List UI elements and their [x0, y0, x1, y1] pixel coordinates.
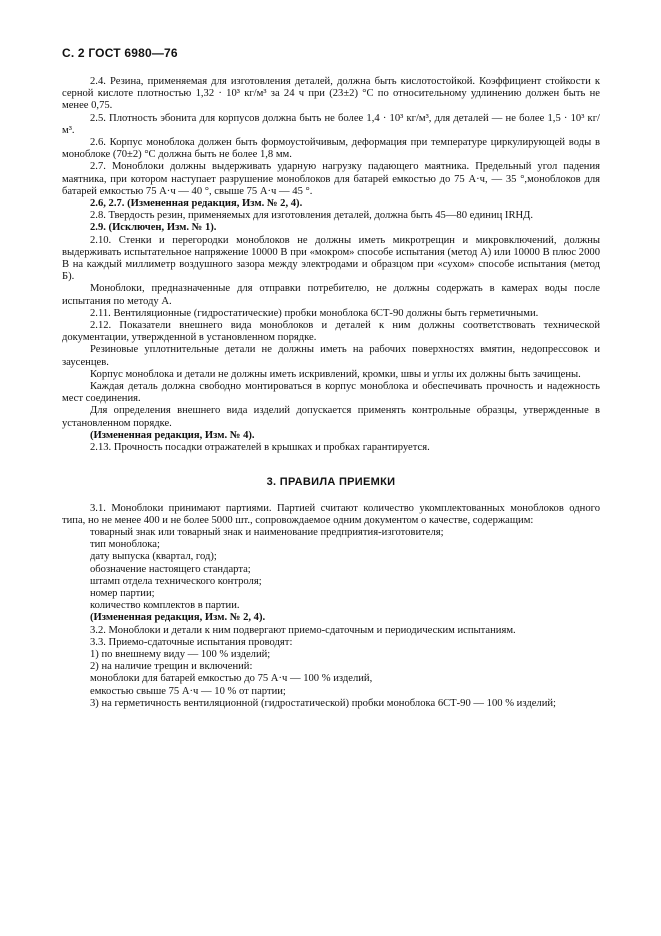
amendment-note: 2.6, 2.7. (Измененная редакция, Изм. № 2, 4). — [90, 198, 303, 210]
clause-2-5: 2.5. Плотность эбонита для корпусов должна быть не более 1,4 · 10³ кг/м³, для деталей — не более 1,5 · 10³ кг/м³. — [62, 112, 600, 136]
list-item: моноблоки для батарей емкостью до 75 А·ч — 100 % изделий, — [90, 673, 373, 685]
clause-2-12-mount: Каждая деталь должна свободно монтироваться в корпус моноблока и обеспечивать прочность и надежность мест соединения. — [62, 381, 600, 405]
clause-2-10-note: Моноблоки, предназначенные для отправки потребителю, не должны содержать в камерах воды после испытания по методу А. — [62, 283, 600, 307]
clause-3-2: 3.2. Моноблоки и детали к ним подвергают приемо-сдаточным и периодическим испытаниям. — [90, 624, 516, 636]
list-item: обозначение настоящего стандарта; — [90, 563, 251, 575]
clause-2-7: 2.7. Моноблоки должны выдерживать ударную нагрузку падающего маятника. Предельный угол падения маятника, при котором наступает разрушение моноблоков для батарей емкостью до 75 А·ч, — 35 °,моноблоков для батарей емкостью 75 А·ч — 40 °, свыше 75 А·ч — 45 °. — [62, 161, 600, 197]
amendment-note: (Измененная редакция, Изм. № 4). — [90, 429, 255, 441]
clause-2-12: 2.12. Показатели внешнего вида моноблоков и деталей к ним должны соответствовать технической документации, утвержденной в установленном порядке. — [62, 320, 600, 344]
list-item: 2) на наличие трещин и включений: — [90, 661, 253, 673]
list-item: емкостью свыше 75 А·ч — 10 % от партии; — [90, 685, 286, 697]
clause-2-12-rubber: Резиновые уплотнительные детали не должны иметь на рабочих поверхностях вмятин, недопрессовок и заусенцев. — [62, 344, 600, 368]
clause-3-3: 3.3. Приемо-сдаточные испытания проводят: — [90, 636, 293, 648]
list-item: дату выпуска (квартал, год); — [90, 551, 217, 563]
clause-2-10: 2.10. Стенки и перегородки моноблоков не должны иметь микротрещин и микровключений, должны выдерживать испытательное напряжение 10000 В при «мокром» способе испытания (метод А) или 10000 В плюс 2000 В на каждый миллиметр воздушного зазора между электродами и образцом при «сухом» способе испытания (метод Б). — [62, 234, 600, 283]
list-item: количество комплектов в партии. — [90, 600, 240, 612]
list-item: штамп отдела технического контроля; — [90, 575, 262, 587]
clause-3-1: 3.1. Моноблоки принимают партиями. Партией считают количество укомплектованных моноблоков одного типа, но не менее 400 и не более 5000 шт., сопровождаемое одним документом о качестве, содержащим: — [62, 502, 600, 526]
clause-2-12-body: Корпус моноблока и детали не должны иметь искривлений, кромки, швы и углы их должны быть зачищены. — [90, 368, 581, 380]
clause-2-12-samples: Для определения внешнего вида изделий допускается применять контрольные образцы, утвержденные в установленном порядке. — [62, 405, 600, 429]
list-item: тип моноблока; — [90, 539, 160, 551]
list-item: номер партии; — [90, 587, 155, 599]
page-header: С. 2 ГОСТ 6980—76 — [62, 46, 178, 60]
list-item: 3) на герметичность вентиляционной (гидростатической) пробки моноблока 6СТ-90 — 100 % изделий; — [90, 697, 557, 709]
clause-2-4: 2.4. Резина, применяемая для изготовления деталей, должна быть кислотостойкой. Коэффициент стойкости к серной кислоте плотностью 1,32 · 10³ кг/м³ за 24 ч при (23±2) °С по относительному удлинению должен быть не менее 0,75. — [62, 76, 600, 112]
clause-2-11: 2.11. Вентиляционные (гидростатические) пробки моноблока 6СТ-90 должны быть герметичными. — [90, 307, 539, 319]
list-item: 1) по внешнему виду — 100 % изделий; — [90, 648, 271, 660]
clause-2-6: 2.6. Корпус моноблока должен быть формоустойчивым, деформация при температуре циркулирующей воды в моноблоке (70±2) °С должна быть не более 1,8 мм. — [62, 137, 600, 161]
clause-2-8: 2.8. Твердость резин, применяемых для изготовления деталей, должна быть 45—80 единиц IRHД. — [90, 210, 534, 222]
document-body — [62, 76, 600, 710]
section-heading: 3. ПРАВИЛА ПРИЕМКИ — [266, 476, 396, 489]
clause-2-13: 2.13. Прочность посадки отражателей в крышках и пробках гарантируется. — [90, 442, 430, 454]
amendment-note: (Измененная редакция, Изм. № 2, 4). — [90, 612, 266, 624]
clause-2-9: 2.9. (Исключен, Изм. № 1). — [90, 222, 217, 234]
list-item: товарный знак или товарный знак и наименование предприятия-изготовителя; — [90, 526, 444, 538]
